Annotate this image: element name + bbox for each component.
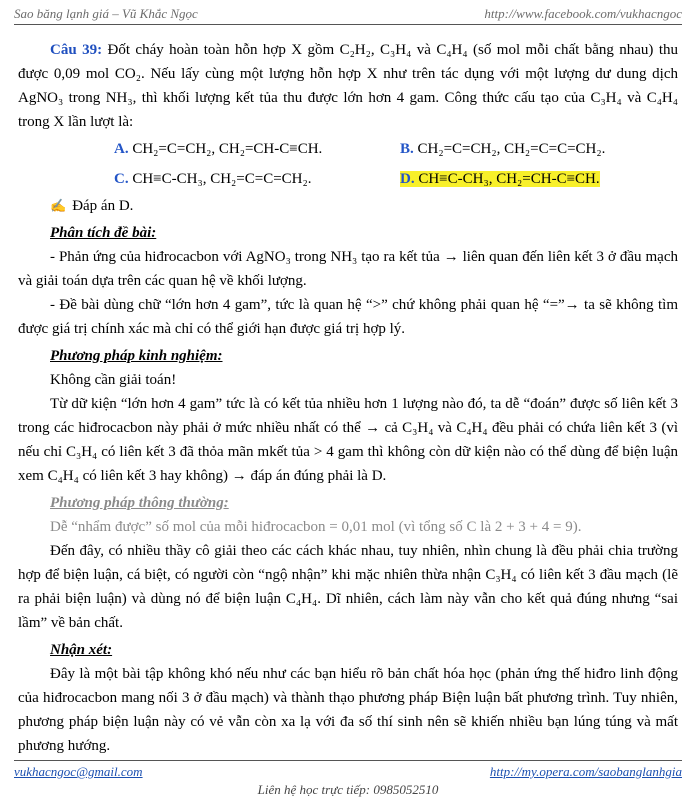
question-label: Câu 39: xyxy=(50,42,103,58)
question-text: Đốt cháy hoàn toàn hỗn hợp X gồm C₂H₂, C₃H₄ và C₄H₄ (số mol mỗi chất bằng nhau) thu được 0,09 mol CO₂. Nếu lấy cùng một lượng hỗn hợp X như trên tác dụng với một lượng dư dung dịch AgNO₃ trong NH₃, thì khối lượng kết tủa thu được lớn hơn 4 gam. Công thức cấu tạo của C₃H₄ và C₄H₄ trong X lần lượt là: xyxy=(18,42,679,130)
analysis-paragraph-2: - Đề bài dùng chữ “lớn hơn 4 gam”, tức là quan hệ “>” chứ không phải quan hệ “=”→ ta sẽ không tìm được giá trị chính xác mà chỉ có thể giới hạn được giá trị hợp lý. xyxy=(18,297,678,337)
normal-paragraph-2: Đến đây, có nhiều thầy cô giải theo các cách khác nhau, tuy nhiên, nhìn chung là đều phải chia trường hợp để biện luận, cá biệt, có người còn “ngộ nhận” khi mặc nhiên thừa nhận C₃H₄ có liên kết 3 đầu mạch (lẽ ra phải biện luận) và dùng nó để biện luận C₄H₄. Dĩ nhiên, cách làm này vẫn cho kết quả đúng nhưng “sai lầm” về bản chất. xyxy=(18,543,678,631)
footer-divider xyxy=(14,760,682,761)
footer-opera-link[interactable]: http://my.opera.com/saobanglanhgia xyxy=(489,764,682,779)
option-c-text: CH≡C-CH₃, CH₂=C=C=CH₂. xyxy=(132,171,312,187)
question-paragraph xyxy=(18,38,678,134)
remark-heading: Nhận xét: xyxy=(50,642,113,658)
option-b xyxy=(400,134,690,164)
pen-icon: ✍ xyxy=(50,198,67,213)
header-author: Sao băng lạnh giá – Vũ Khắc Ngọc xyxy=(14,6,198,21)
option-d-letter: D. xyxy=(400,171,415,187)
experience-paragraph-1: Không cần giải toán! xyxy=(50,372,177,388)
experience-heading: Phương pháp kinh nghiệm: xyxy=(50,348,223,364)
footer-contact: Liên hệ học trực tiếp: 0985052510 xyxy=(257,782,439,797)
option-d xyxy=(400,164,690,194)
document-body xyxy=(18,38,678,758)
normal-paragraph-1: Dễ “nhẩm được” số mol của mỗi hiđrocacbon = 0,01 mol (vì tổng số C là 2 + 3 + 4 = 9). xyxy=(50,519,582,535)
header-facebook-link[interactable]: http://www.facebook.com/vukhacngoc xyxy=(484,6,682,21)
experience-paragraph-2: Từ dữ kiện “lớn hơn 4 gam” tức là có kết tủa nhiều hơn 1 lượng nào đó, ta dễ “đoán” được số liên kết 3 trong các hiđrocacbon này phải ở mức nhiều nhất có thể → cả C₃H₄ và C₄H₄ đều phải có chứa liên kết 3 (vì nếu chỉ C₃H₄ có liên kết 3 đã thỏa mãn mkết tủa > 4 gam thì không còn dữ kiện nào có thể dùng để biện luận xem C₄H₄ có liên kết 3 hay không) → đáp án đúng phải là D. xyxy=(18,396,678,484)
option-a-text: CH₂=C=CH₂, CH₂=CH-C≡CH. xyxy=(132,141,323,157)
option-a-letter: A. xyxy=(114,141,129,157)
analysis-heading: Phân tích đề bài: xyxy=(50,225,157,241)
analysis-paragraph-1: - Phản ứng của hiđrocacbon với AgNO₃ trong NH₃ tạo ra kết tủa → liên quan đến liên kết 3 ở đầu mạch và giải toán dựa trên các quan hệ về khối lượng. xyxy=(18,249,678,289)
option-c-letter: C. xyxy=(114,171,129,187)
answer-text: Đáp án D. xyxy=(72,198,134,214)
answer-line xyxy=(50,194,678,218)
option-c xyxy=(114,164,400,194)
page-header xyxy=(14,4,682,22)
remark-paragraph: Đây là một bài tập không khó nếu như các bạn hiểu rõ bản chất hóa học (phản ứng thế hiđro linh động của hiđrocacbon mang nối 3 ở đầu mạch) và thành thạo phương pháp Biện luận bất phương trình. Tuy nhiên, phương pháp biện luận này có vẻ vẫn còn xa lạ với đa số thí sinh nên sẽ khiến nhiều bạn lúng túng và mất phương hướng. xyxy=(18,666,678,754)
footer-email-link[interactable]: vukhacngoc@gmail.com xyxy=(14,764,143,779)
option-a xyxy=(114,134,400,164)
answer-options xyxy=(114,134,678,194)
option-b-text: CH₂=C=CH₂, CH₂=C=C=CH₂. xyxy=(417,141,606,157)
option-d-text: CH≡C-CH₃, CH₂=CH-C≡CH. xyxy=(418,171,600,187)
normal-method-heading: Phương pháp thông thường: xyxy=(50,495,229,511)
header-divider xyxy=(14,24,682,25)
option-b-letter: B. xyxy=(400,141,414,157)
